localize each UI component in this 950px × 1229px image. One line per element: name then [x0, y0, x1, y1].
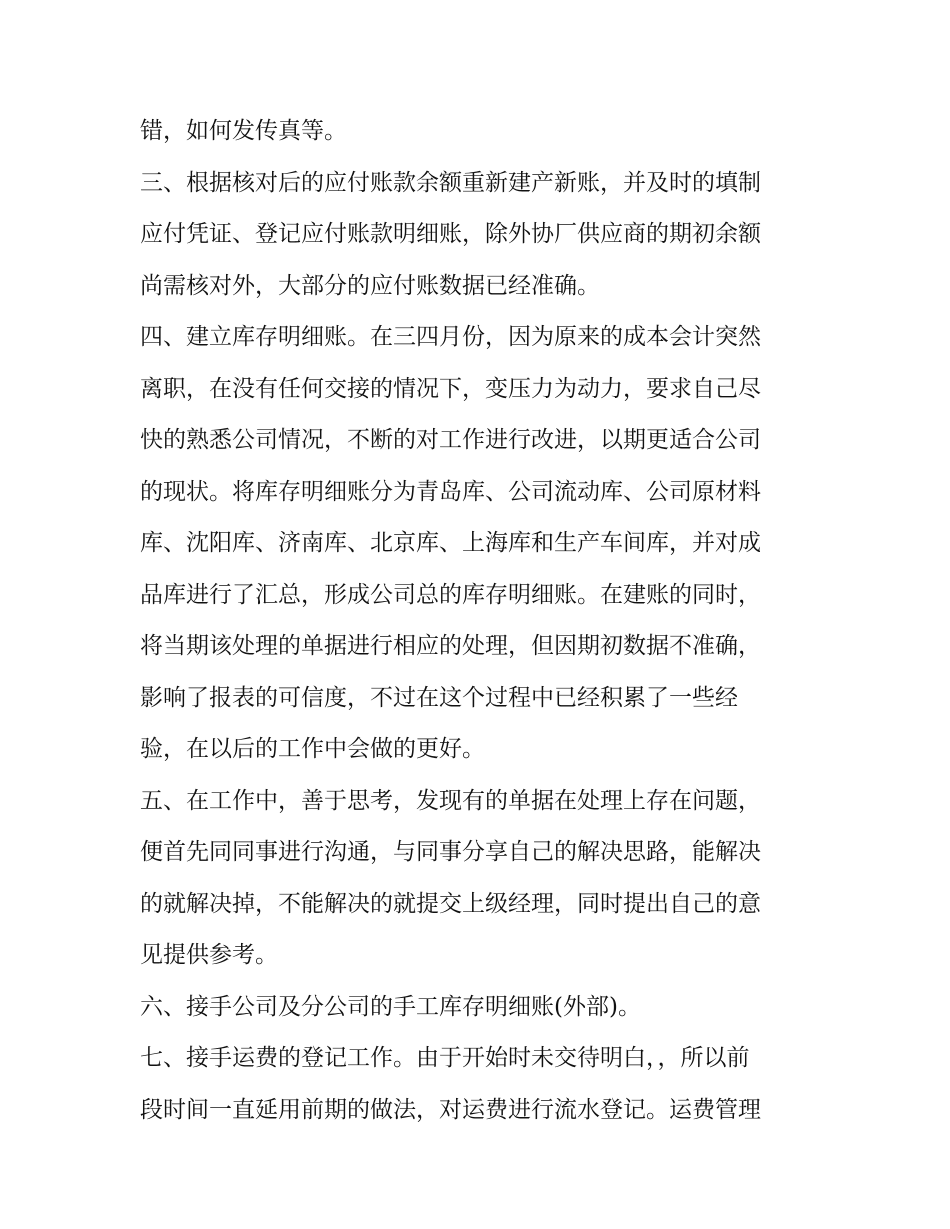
- text-line: 库、沈阳库、济南库、北京库、上海库和生产车间库，并对成: [140, 530, 761, 556]
- text-line: 便首先同同事进行沟通，与同事分享自己的解决思路，能解决: [140, 839, 761, 865]
- text-line: 快的熟悉公司情况，不断的对工作进行改进，以期更适合公司: [140, 427, 761, 453]
- text-line: 尚需核对外，大部分的应付账数据已经准确。: [140, 272, 600, 299]
- text-line: 离职，在没有任何交接的情况下，变压力为动力，要求自己尽: [140, 375, 761, 402]
- text-line: 三、根据核对后的应付账款余额重新建产新账，并及时的填制: [140, 169, 761, 196]
- text-line: 错，如何发传真等。: [140, 118, 347, 144]
- text-line: 应付凭证、登记应付账款明细账，除外协厂供应商的期初余额: [140, 221, 761, 247]
- text-line: 将当期该处理的单据进行相应的处理，但因期初数据不准确，: [140, 633, 761, 659]
- text-line: 的现状。将库存明细账分为青岛库、公司流动库、公司原材料: [140, 478, 761, 505]
- text-line: 五、在工作中，善于思考，发现有的单据在处理上存在问题，: [140, 787, 761, 814]
- text-line: 验，在以后的工作中会做的更好。: [140, 736, 485, 762]
- text-line: 见提供参考。: [140, 942, 278, 968]
- text-line: 影响了报表的可信度，不过在这个过程中已经积累了一些经: [140, 684, 738, 711]
- text-line: 品库进行了汇总，形成公司总的库存明细账。在建账的同时，: [140, 581, 761, 608]
- document-text: [140, 106, 820, 1136]
- text-line: 段时间一直延用前期的做法，对运费进行流水登记。运费管理: [140, 1096, 761, 1123]
- text-line: 的就解决掉，不能解决的就提交上级经理，同时提出自己的意: [140, 890, 761, 917]
- text-line: 七、接手运费的登记工作。由于开始时未交待明白，，所以前: [140, 1045, 750, 1071]
- text-line: 四、建立库存明细账。在三四月份，因为原来的成本会计突然: [140, 324, 761, 350]
- text-line: 六、接手公司及分公司的手工库存明细账(外部)。: [140, 993, 641, 1020]
